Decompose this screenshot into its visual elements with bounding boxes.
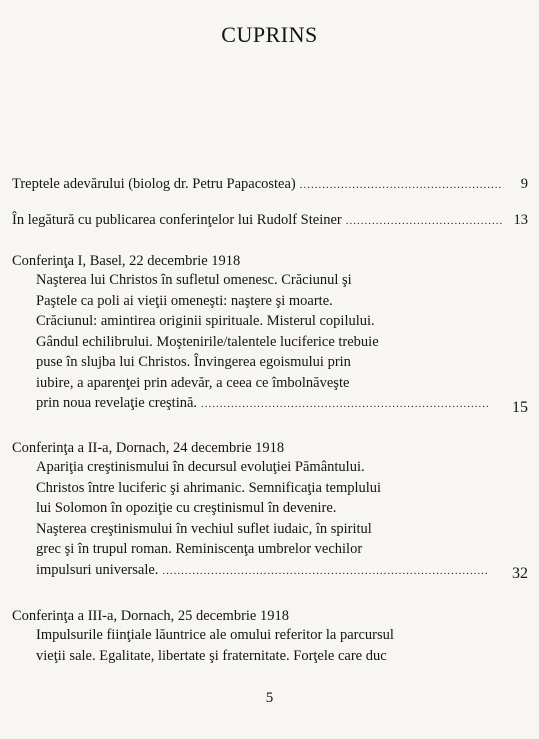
- conference-summary: [36, 625, 492, 666]
- page-number: 5: [265, 690, 274, 706]
- toc-entry: [12, 174, 528, 196]
- summary-line: impulsuri universale.: [36, 561, 159, 578]
- conference-title: Conferinţa a III-a, Dornach, 25 decembrie 1918: [12, 608, 289, 624]
- summary-line: grec şi în trupul roman. Reminiscenţa umbrelor vechilor: [36, 541, 363, 557]
- summary-line: Apariţia creştinismului în decursul evoluţiei Pământului.: [36, 459, 365, 475]
- conference-title: Conferinţa I, Basel, 22 decembrie 1918: [12, 253, 241, 269]
- conference-entry: [12, 608, 528, 666]
- summary-line: vieţii sale. Egalitate, libertate şi fraternitate. Forţele care duc: [36, 647, 387, 664]
- conference-title: Conferinţa a II-a, Dornach, 24 decembrie 1918: [12, 440, 285, 456]
- dot-leader: [346, 211, 502, 232]
- summary-line: Gândul echilibrului. Moştenirile/talentele luciferice trebuie: [36, 333, 379, 350]
- toc-entry-label: Treptele adevărului (biolog dr. Petru Papacostea): [12, 176, 296, 192]
- summary-line: Crăciunul: amintirea originii spirituale. Misterul copilului.: [36, 313, 375, 329]
- toc-entry-page: 9: [520, 176, 528, 192]
- dot-leader: [300, 175, 502, 196]
- page-title: CUPRINS: [221, 22, 318, 47]
- toc-entry: [12, 210, 528, 232]
- dot-leader: [201, 394, 488, 415]
- toc-entry-page: 13: [513, 212, 528, 228]
- toc-entry-label: În legătură cu publicarea conferinţelor lui Rudolf Steiner: [12, 212, 342, 228]
- summary-line: Naşterea creştinismului în vechiul suflet iudaic, în spiritul: [36, 520, 372, 537]
- dot-leader: [162, 561, 488, 582]
- conference-page: 15: [512, 399, 528, 416]
- conference-summary: [36, 457, 492, 581]
- summary-line: Naşterea lui Christos în sufletul omenesc. Crăciunul şi: [36, 272, 352, 288]
- summary-line: prin noua revelaţie creştină.: [36, 395, 198, 411]
- summary-line: Paştele ca poli ai vieţii omeneşti: naştere şi moarte.: [36, 292, 333, 309]
- summary-line: Christos între luciferic şi ahrimanic. Semnificaţia templului: [36, 479, 382, 496]
- summary-line: Impulsurile fiinţiale lăuntrice ale omului referitor la parcursul: [36, 627, 394, 643]
- conference-summary: [36, 270, 492, 415]
- summary-line: iubire, a aparenţei prin adevăr, a ceea ce îmbolnăveşte: [36, 374, 350, 391]
- summary-line: puse în slujba lui Christos. Învingerea egoismului prin: [36, 354, 351, 370]
- conference-entry: [12, 253, 528, 415]
- conference-page: 32: [512, 565, 528, 582]
- summary-line: lui Solomon în opoziţie cu creştinismul în devenire.: [36, 500, 337, 516]
- conference-entry: [12, 440, 528, 581]
